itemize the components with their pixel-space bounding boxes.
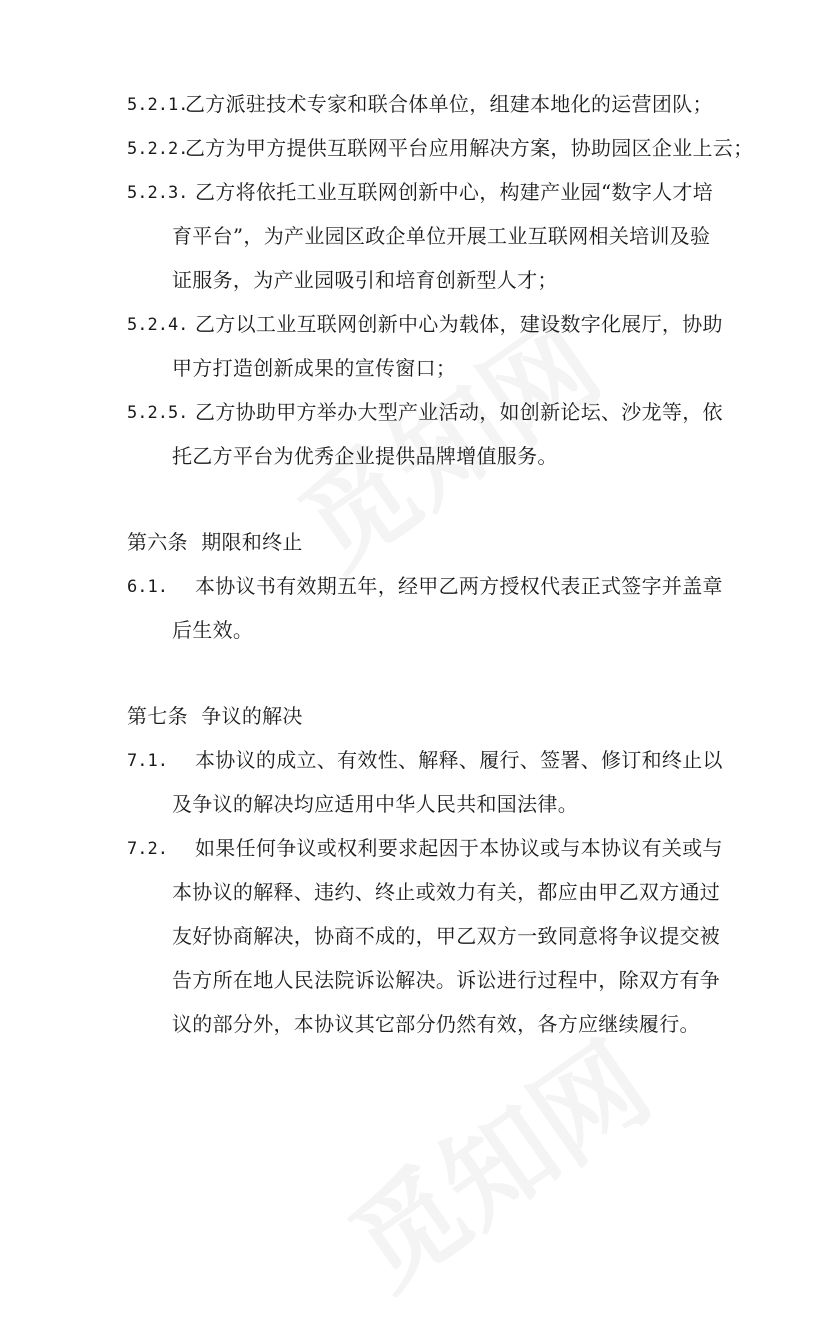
clause-text-line: 乙方派驻技术专家和联合体单位，组建本地化的运营团队；	[185, 92, 713, 116]
clause-text-line: 本协议的成立、有效性、解释、履行、签署、修订和终止以	[195, 748, 723, 772]
clause-text-line: 乙方将依托工业互联网创新中心，构建产业园“数字人才培	[195, 180, 714, 204]
clause-text-line: 议的部分外，本协议其它部分仍然有效，各方应继续履行。	[172, 1012, 700, 1036]
clause-number: 5.2.2.	[127, 139, 189, 159]
clause-text-line: 育平台”，为产业园区政企单位开展工业互联网相关培训及验	[172, 224, 711, 248]
clause-number: 7.1.	[127, 751, 168, 771]
clause-text-line: 乙方协助甲方举办大型产业活动，如创新论坛、沙龙等，依	[195, 400, 723, 424]
clause-text-line: 及争议的解决均应适用中华人民共和国法律。	[172, 792, 578, 816]
clause-text-line: 友好协商解决，协商不成的，甲乙双方一致同意将争议提交被	[172, 924, 721, 948]
clause-number: 5.2.5.	[127, 403, 189, 423]
clause-number: 5.2.1.	[127, 95, 189, 115]
section-heading: 第六条 期限和终止	[127, 530, 303, 554]
clause-text-line: 甲方打造创新成果的宣传窗口；	[172, 356, 457, 380]
clause-number: 6.1.	[127, 577, 168, 597]
clause-text-line: 乙方以工业互联网创新中心为载体，建设数字化展厅，协助	[195, 312, 723, 336]
clause-text-line: 如果任何争议或权利要求起因于本协议或与本协议有关或与	[195, 836, 723, 860]
clause-text-line: 乙方为甲方提供互联网平台应用解决方案，协助园区企业上云；	[185, 136, 754, 160]
clause-number: 5.2.4.	[127, 315, 189, 335]
clause-text-line: 托乙方平台为优秀企业提供品牌增值服务。	[172, 444, 558, 468]
clause-text-line: 本协议的解释、违约、终止或效力有关，都应由甲乙双方通过	[172, 880, 721, 904]
clause-text-line: 告方所在地人民法院诉讼解决。诉讼进行过程中，除双方有争	[172, 968, 721, 992]
section-heading: 第七条 争议的解决	[127, 704, 303, 728]
watermark	[315, 1000, 676, 1318]
clause-number: 5.2.3.	[127, 183, 189, 203]
clause-text-line: 本协议书有效期五年，经甲乙两方授权代表正式签字并盖章	[195, 574, 723, 598]
clause-text-line: 后生效。	[172, 618, 254, 642]
clause-number: 7.2.	[127, 839, 168, 859]
watermark-text	[328, 1019, 672, 1313]
clause-text-line: 证服务，为产业园吸引和培育创新型人才；	[172, 268, 558, 292]
